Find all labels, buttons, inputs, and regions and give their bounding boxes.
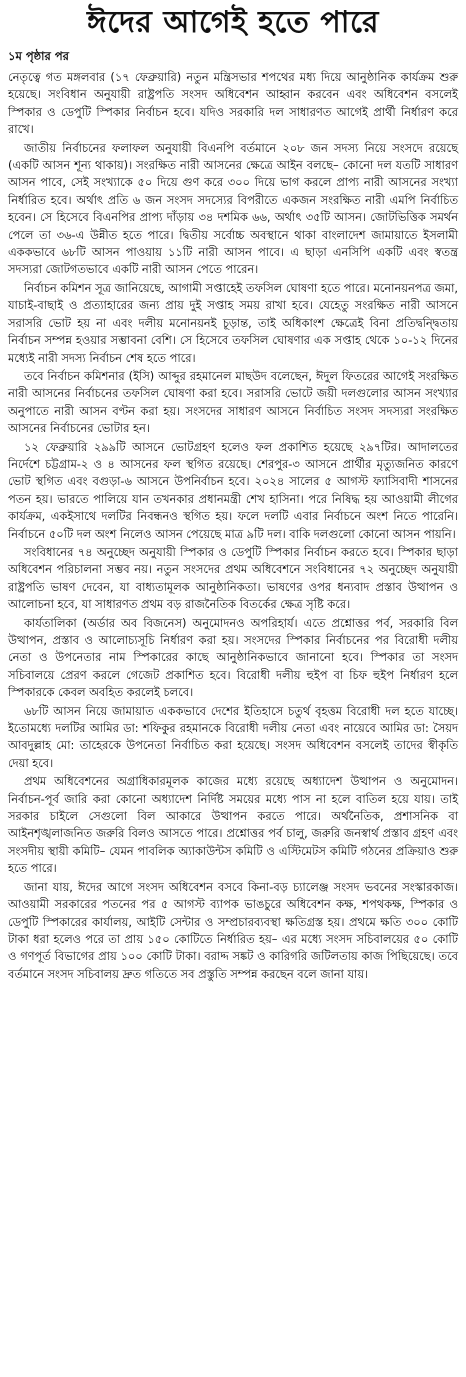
paragraph: ৬৮টি আসন নিয়ে জামায়াত এককভাবে দেশের ইতিহাসে চতুর্থ বৃহত্তম বিরোধী দল হতে যাচ্ছে। ইতোমধ্যে দলটির আমির ডা: শফিকুর রহমানকে বিরোধী দলীয় নেতা এবং নায়েবে আমির ডা: সৈয়দ আবদুল্লাহ মো: তাহেরকে উপনেতা নির্বাচিত করা হয়েছে। সংসদ অধিবেশন বসলেই তাদের স্বীকৃতি দেয়া হবে।: [8, 703, 458, 770]
paragraph: কার্যতালিকা (অর্ডার অব বিজনেস) অনুমোদনও অপরিহার্য। এতে প্রশ্নোত্তর পর্ব, সরকারি বিল উত্থাপন, প্রস্তাব ও আলোচ্যসূচি নির্ধারণ করা হয়। সংসদের স্পিকার নির্বাচনের পর বিরোধী দলীয় নেতা ও উপনেতার নাম স্পিকারের কাছে আনুষ্ঠানিকভাবে জানানো হবে। স্পিকার তা সংসদ সচিবালয়ে প্রেরণ করলে গেজেট প্রকাশিত হবে। বিরোধী দলীয় হুইপ বা চিফ হুইপ নির্ধারণ হলে স্পিকারকে কেবল অবহিত করলেই চলবে।: [8, 615, 458, 700]
continued-from-label: ১ম পৃষ্ঠার পর: [8, 49, 69, 63]
paragraph: জানা যায়, ঈদের আগে সংসদ অধিবেশন বসবে কিনা-বড় চ্যালেঞ্জ সংসদ ভবনের সংস্কারকাজ। আওয়ামী সরকারের পতনের পর ৫ আগস্ট ব্যাপক ভাঙচুরে অধিবেশন কক্ষ, শপথকক্ষ, স্পিকার ও ডেপুটি স্পিকারের কার্যালয়, আইটি সেন্টার ও সম্প্রচারব্যবস্থা ক্ষতিগ্রস্ত হয়। প্রথমে ক্ষতি ৩০০ কোটি টাকা ধরা হলেও পরে তা প্রায় ১৫০ কোটিতে নির্ধারিত হয়– এর মধ্যে সংসদ সচিবালয়ের ৫০ কোটি ও গণপূর্ত বিভাগের প্রায় ১০০ কোটি টাকা। বরাদ্দ সঙ্কট ও কারিগরি জটিলতায় কাজ পিছিয়েছে। তবে বর্তমানে সংসদ সচিবালয় দ্রুত গতিতে সব প্রস্তুতি সম্পন্ন করছেন বলে জানা যায়।: [8, 879, 458, 981]
paragraph: নেতৃত্বে গত মঙ্গলবার (১৭ ফেব্রুয়ারি) নতুন মন্ত্রিসভার শপথের মধ্য দিয়ে আনুষ্ঠানিক কার্যক্রম শুরু হয়েছে। সংবিধান অনুযায়ী রাষ্ট্রপতি সংসদ অধিবেশন আহ্বান করবেন এবং অধিবেশন বসলেই স্পিকার ও ডেপুটি স্পিকার নির্বাচন হবে। যদিও সরকারি দল সাধারণত আগেই প্রার্থী নির্ধারণ করে রাখে।: [8, 70, 458, 137]
paragraph: প্রথম অধিবেশনের অগ্রাধিকারমূলক কাজের মধ্যে রয়েছে অধ্যাদেশ উত্থাপন ও অনুমোদন। নির্বাচন-পূর্ব জারি করা কোনো অধ্যাদেশ নির্দিষ্ট সময়ের মধ্যে পাস না হলে বাতিল হয়ে যায়। তাই সরকার চাইলে সেগুলো বিল আকারে উত্থাপন করতে পারে। অর্থনৈতিক, প্রশাসনিক বা আইনশৃঙ্খলাজনিত জরুরি বিলও আসতে পারে। প্রশ্নোত্তর পর্ব চালু, জরুরি জনস্বার্থ প্রস্তাব গ্রহণ এবং সংসদীয় স্থায়ী কমিটি– যেমন পাবলিক অ্যাকাউন্টস কমিটি ও এস্টিমেটস কমিটি গঠনের প্রক্রিয়াও শুরু হতে পারে।: [8, 774, 458, 876]
article-body: [8, 69, 458, 983]
paragraph: ১২ ফেব্রুয়ারি ২৯৯টি আসনে ভোটগ্রহণ হলেও ফল প্রকাশিত হয়েছে ২৯৭টির। আদালতের নির্দেশে চট্টগ্রাম-২ ও ৪ আসনের ফল স্থগিত রয়েছে। শেরপুর-৩ আসনে প্রার্থীর মৃত্যুজনিত কারণে ভোট স্থগিত এবং বগুড়া-৬ আসনে উপনির্বাচন হবে। ২০২৪ সালের ৫ আগস্ট ফ্যাসিবাদী শাসনের পতন হয়। ভারতে পালিয়ে যান তখনকার প্রধানমন্ত্রী শেখ হাসিনা। পরে নিষিদ্ধ হয় আওয়ামী লীগের কার্যক্রম, একইসাথে দলটির নিবন্ধনও স্থগিত হয়। ফলে দলটি এবার নির্বাচনে অংশ নিতে পারেনি। নির্বাচনে ৫০টি দল অংশ নিলেও আসন পেয়েছে মাত্র ৯টি দল। বাকি দলগুলো কোনো আসন পায়নি।: [8, 439, 458, 541]
paragraph: সংবিধানের ৭৪ অনুচ্ছেদ অনুযায়ী স্পিকার ও ডেপুটি স্পিকার নির্বাচন করতে হবে। স্পিকার ছাড়া অধিবেশন পরিচালনা সম্ভব নয়। নতুন সংসদের প্রথম অধিবেশনে সংবিধানের ৭২ অনুচ্ছেদ অনুযায়ী রাষ্ট্রপতি ভাষণ দেবেন, যা বাধ্যতামূলক আনুষ্ঠানিকতা। ভাষণের ওপর ধন্যবাদ প্রস্তাব উত্থাপন ও আলোচনা হবে, যা সাধারণত প্রথম বড় রাজনৈতিক বিতর্কের ক্ষেত্র সৃষ্টি করে।: [8, 544, 458, 612]
paragraph: তবে নির্বাচন কমিশনার (ইসি) আব্দুর রহমানেল মাছউদ বলেছেন, ঈদুল ফিতরের আগেই সংরক্ষিত নারী আসনের নির্বাচনের তফসিল ঘোষণা করা হবে। সরাসরি ভোটে জয়ী দলগুলোর আসন সংখ্যার অনুপাতে নারী আসন বণ্টন করা হয়। সংসদের সাধারণ আসনে নির্বাচিত সংসদ সদস্যরা সংরক্ষিত আসনের নির্বাচনের ভোটার হন।: [8, 368, 458, 436]
paragraph: জাতীয় নির্বাচনের ফলাফল অনুযায়ী বিএনপি বর্তমানে ২০৮ জন সদস্য নিয়ে সংসদে রয়েছে (একটি আসন শূন্য থাকায়)। সংরক্ষিত নারী আসনের ক্ষেত্রে আইন বলছে– কোনো দল যতটি সাধারণ আসন পাবে, সেই সংখ্যাকে ৫০ দিয়ে গুণ করে ৩০০ দিয়ে ভাগ করলে প্রাপ্য নারী আসনের সংখ্যা নির্ধারিত হবে। অর্থাৎ প্রতি ৬ জন সংসদ সদস্যের বিপরীতে একজন সংরক্ষিত নারী এমপি নির্বাচিত হবেন। সে হিসেবে বিএনপির প্রাপ্য দাঁড়ায় ৩৪ দশমিক ৬৬, অর্থাৎ ৩৫টি আসন। জোটভিত্তিক সমর্থন পেলে তা ৩৬-এ উন্নীত হতে পারে। দ্বিতীয় সর্বোচ্চ অবস্থানে থাকা বাংলাদেশ জামায়াতে ইসলামী এককভাবে ৬৮টি আসন পাওয়ায় ১১টি নারী আসন পাবে। এ ছাড়া এনসিপি একটি এবং স্বতন্ত্র সদস্যরা জোটগতভাবে একটি নারী আসন পেতে পারেন।: [8, 140, 458, 277]
headline: ঈদের আগেই হতে পারে: [87, 5, 379, 40]
paragraph: নির্বাচন কমিশন সূত্র জানিয়েছে, আগামী সপ্তাহেই তফসিল ঘোষণা হতে পারে। মনোনয়নপত্র জমা, যাচাই-বাছাই ও প্রত্যাহারের জন্য প্রায় দুই সপ্তাহ সময় রাখা হবে। যেহেতু সংরক্ষিত নারী আসনে সরাসরি ভোট হয় না এবং দলীয় মনোনয়নই চূড়ান্ত, তাই অধিকাংশ ক্ষেত্রেই বিনা প্রতিদ্বন্দ্বিতায় নির্বাচন সম্পন্ন হওয়ার সম্ভাবনা বেশি। সে হিসেবে তফসিল ঘোষণার এক সপ্তাহ থেকে ১০-১২ দিনের মধ্যেই নারী সদস্য নির্বাচন শেষ হতে পারে।: [8, 280, 458, 365]
